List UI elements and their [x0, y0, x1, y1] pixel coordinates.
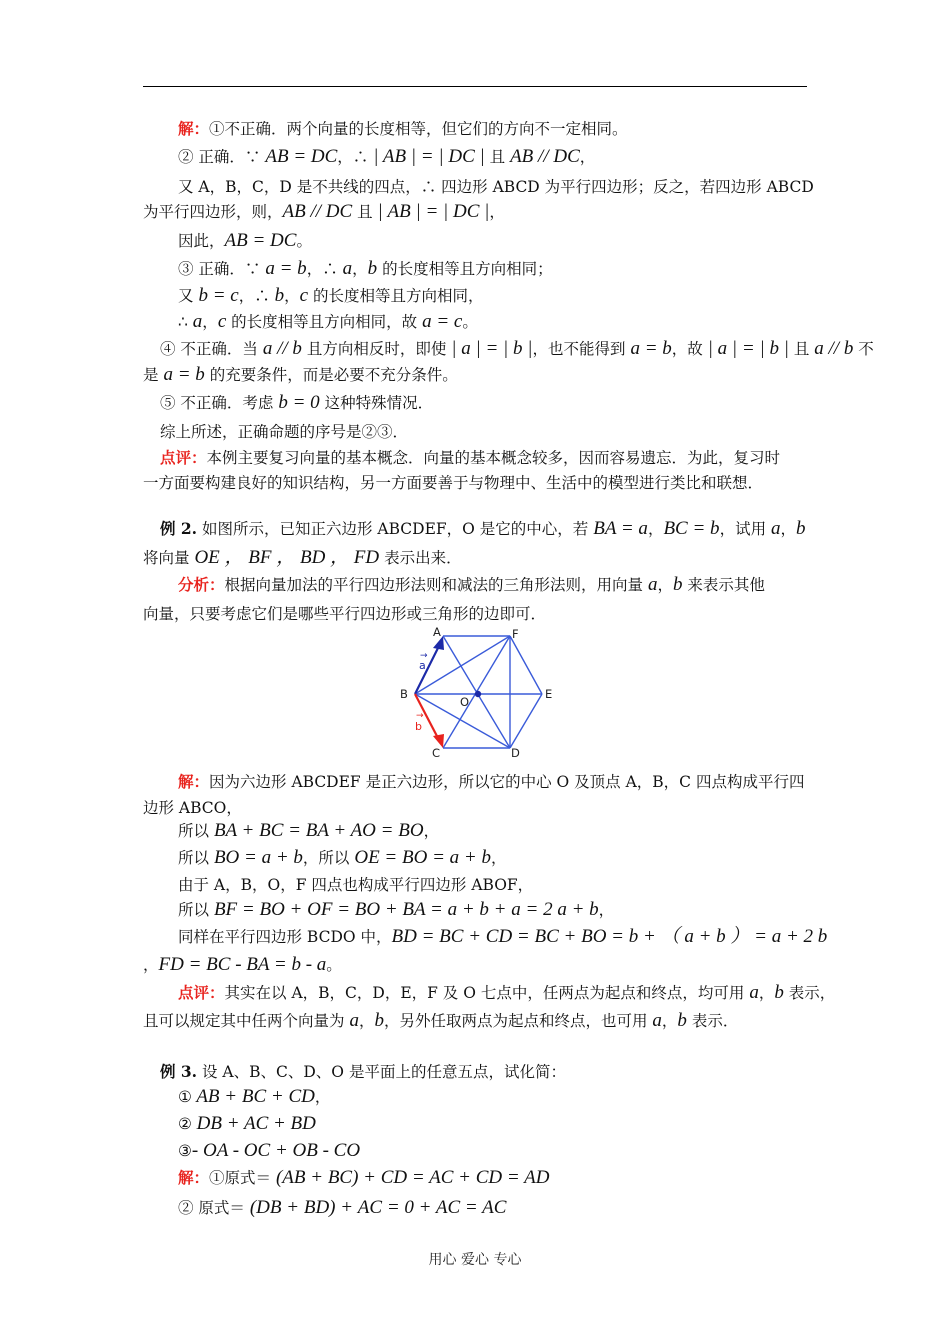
text: ，	[423, 822, 440, 840]
solution-label: 解：	[178, 119, 210, 138]
example-3-line	[160, 1061, 566, 1083]
text: ，	[647, 520, 664, 538]
math: a // b	[814, 338, 854, 359]
math: FD = BC - BA = b - a	[158, 954, 327, 975]
math: a	[192, 311, 203, 332]
hexagon-figure	[395, 626, 560, 763]
text: ，	[661, 1012, 678, 1030]
text: 且	[484, 148, 511, 166]
math: a	[647, 574, 658, 595]
text: ，	[202, 313, 218, 331]
math: c	[217, 311, 227, 332]
text: 且	[352, 203, 378, 221]
math: AB // DC	[510, 146, 580, 167]
text: 将向量	[143, 549, 195, 567]
text: ，故	[671, 340, 708, 358]
label-a: a	[419, 659, 426, 672]
math: b	[677, 1010, 687, 1031]
text: ，	[598, 901, 615, 919]
text: ，	[314, 1088, 331, 1106]
text: ④ 不正确．当	[160, 340, 263, 358]
math: BA + BC = BA + AO = BO	[213, 820, 424, 841]
solution-label: 解：	[178, 1168, 210, 1187]
text-line	[178, 176, 814, 198]
text: 来表示其他	[682, 576, 765, 594]
label-F: F	[512, 627, 519, 641]
statement-3-line	[178, 258, 553, 280]
header-rule	[143, 86, 807, 87]
edge-FE	[510, 636, 542, 694]
text: 所以	[178, 849, 214, 867]
label-b: b	[415, 720, 422, 733]
label-E: E	[545, 687, 553, 701]
text: 又 A，B，C，D 是不共线的四点，∴ 四边形 ABCD 为平行四边形；反之，若四边形 ABCD	[178, 178, 814, 196]
math: AB // DC	[282, 201, 353, 222]
math: BO = a + b	[213, 847, 303, 868]
statement-5-line	[160, 392, 433, 414]
text: ①	[178, 1088, 192, 1106]
text: ，	[489, 203, 505, 221]
math: AB = DC	[224, 230, 297, 251]
item-1-line	[178, 1086, 330, 1108]
text: 本例主要复习向量的基本概念．向量的基本概念较多，因而容易遗忘．为此，复习时	[206, 449, 781, 467]
math: b	[374, 1010, 384, 1031]
label-C: C	[432, 746, 441, 760]
text: ②	[178, 1115, 192, 1133]
text: 且方向相反时，即使	[301, 340, 452, 358]
text-line	[178, 874, 533, 896]
text: ，∴	[238, 287, 275, 305]
math: c	[299, 285, 309, 306]
text-line	[178, 311, 478, 333]
edge-ED	[510, 694, 542, 748]
text: 又	[178, 287, 199, 305]
text-line	[143, 954, 342, 976]
math: a // b	[262, 338, 302, 359]
text: ①不正确．两个向量的长度相等，但它们的方向不一定相同。	[209, 120, 628, 138]
comment-label: 点评：	[178, 983, 225, 1002]
text: 其实在以 A，B，C，D，E，F 及 O 七点中，任两点为起点和终点，均可用	[224, 984, 750, 1002]
math: - OA - OC + OB - CO	[191, 1140, 361, 1161]
text: 为平行四边形，则，	[143, 203, 283, 221]
solution-2-line	[178, 771, 804, 793]
summary-line	[160, 421, 408, 443]
statement-2-line	[178, 146, 595, 168]
text-line	[178, 926, 827, 948]
text: 是	[143, 366, 164, 384]
text: ，所以	[302, 849, 355, 867]
text: 表示出来．	[379, 549, 462, 567]
label-O: O	[460, 695, 470, 709]
text: ∴	[178, 313, 193, 331]
math: b = 0	[278, 392, 320, 413]
math: a = c	[422, 311, 463, 332]
solution-1-line	[178, 118, 628, 140]
math: a = b	[163, 364, 205, 385]
math: BF = BO + OF = BO + BA = a + b + a = 2 a + b	[213, 899, 599, 920]
text: ③ 正确．∵	[178, 260, 266, 278]
text: 根据向量加法的平行四边形法则和减法的三角形法则，用向量	[224, 576, 648, 594]
item-2-line	[178, 1113, 316, 1135]
item-3-line	[178, 1140, 360, 1162]
text: ，∴	[306, 260, 343, 278]
text: 由于 A，B，O，F 四点也构成平行四边形 ABOF，	[178, 876, 534, 894]
text: 。	[462, 313, 478, 331]
math: (AB + BC) + CD = AC + CD = AD	[275, 1167, 550, 1188]
text: 。	[326, 956, 342, 974]
text: 所以	[178, 822, 214, 840]
center-point	[475, 691, 481, 697]
text-line	[178, 847, 507, 869]
text: 且可以规定其中任两个向量为	[143, 1012, 350, 1030]
text: ，∴	[337, 148, 374, 166]
comment-label: 点评：	[160, 448, 207, 467]
math: (DB + BD) + AC = 0 + AC = AC	[249, 1197, 507, 1218]
solution-3-line	[178, 1167, 549, 1189]
text: ② 正确．∵	[178, 148, 266, 166]
math: | a | = | b |	[451, 338, 533, 359]
math: OE = BO = a + b	[354, 847, 491, 868]
page-footer: 用心 爱心 专心	[428, 1252, 522, 1268]
label-B: B	[400, 687, 408, 701]
text-line	[143, 472, 763, 494]
text: ，	[758, 984, 775, 1002]
text: 因为六边形 ABCDEF 是正六边形，所以它的中心 O 及顶点 A，B，C 四点构成平行四	[209, 773, 805, 791]
text: 表示，	[783, 984, 836, 1002]
math: | a | = | b |	[707, 338, 789, 359]
text-line	[178, 899, 614, 921]
text-line	[143, 1010, 738, 1032]
math: b	[796, 518, 806, 539]
label-b-arrow: →	[416, 711, 424, 721]
text: ，	[352, 260, 368, 278]
comment-line	[178, 982, 835, 1004]
math: | AB | = | DC |	[373, 146, 485, 167]
text-line	[178, 1197, 506, 1219]
solution-label: 解：	[178, 772, 210, 791]
text: 同样在平行四边形 BCDO 中，	[178, 928, 392, 946]
comment-line	[160, 447, 780, 469]
text: 的长度相等且方向相同；	[377, 260, 553, 278]
math: b	[367, 258, 378, 279]
text: 边形 ABCO，	[143, 799, 242, 817]
text: ，也不能得到	[532, 340, 631, 358]
text: ，	[358, 1012, 375, 1030]
text: ，	[579, 148, 596, 166]
label-A: A	[433, 626, 441, 639]
math: BC = b	[663, 518, 720, 539]
math: OE ， BF ， BD ， FD	[194, 547, 380, 568]
example-label: 例 2.	[160, 519, 198, 538]
text: ，另外任取两点为起点和终点，也可用	[383, 1012, 653, 1030]
text: 且	[788, 340, 815, 358]
text: 的长度相等且方向相同，	[308, 287, 484, 305]
math: DB + AC + BD	[191, 1113, 316, 1134]
text: ② 原式＝	[178, 1199, 250, 1217]
math: b	[672, 574, 683, 595]
math: a = b	[630, 338, 672, 359]
statement-4-line	[160, 338, 874, 360]
text: 的长度相等且方向相同，故	[226, 313, 423, 331]
text: 设 A、B、C、D、O 是平面上的任意五点，试化简：	[197, 1063, 566, 1081]
math: BD = BC + CD = BC + BO = b + （ a + b ） = a + 2 b	[391, 926, 828, 947]
text: 。	[296, 232, 312, 250]
text: ，	[780, 520, 797, 538]
math: b	[274, 285, 285, 306]
text: 表示．	[686, 1012, 739, 1030]
math: b	[774, 982, 784, 1003]
text: 一方面要构建良好的知识结构，另一方面要善于与物理中、生活中的模型进行类比和联想．	[143, 474, 764, 492]
text: 的充要条件，而是必要不充分条件。	[204, 366, 458, 384]
text: ，	[490, 849, 507, 867]
text: ，	[284, 287, 300, 305]
text: 所以	[178, 901, 214, 919]
text: ③	[178, 1142, 192, 1160]
text: 这种特殊情况．	[319, 394, 434, 412]
math: a	[771, 518, 781, 539]
text: ，	[657, 576, 673, 594]
example-label: 例 3.	[160, 1062, 198, 1081]
math: b = c	[198, 285, 239, 306]
text-line	[143, 201, 505, 223]
text: 向量，只要考虑它们是哪些平行四边形或三角形的边即可．	[143, 605, 547, 623]
text: ①原式＝	[209, 1169, 276, 1187]
math: a	[342, 258, 353, 279]
example-2-line	[160, 518, 806, 540]
analysis-line	[178, 574, 765, 596]
math: | AB | = | DC |	[377, 201, 490, 222]
text: ⑤ 不正确．考虑	[160, 394, 279, 412]
text: 不	[853, 340, 874, 358]
text-line	[143, 603, 546, 625]
text-line	[143, 797, 242, 819]
math: a	[652, 1010, 662, 1031]
math: a = b	[265, 258, 307, 279]
text-line	[143, 364, 458, 386]
math: a	[349, 1010, 359, 1031]
text-line	[143, 547, 462, 569]
math: a	[749, 982, 759, 1003]
text: 因此，	[178, 232, 225, 250]
math: BA = a	[593, 518, 648, 539]
text-line	[178, 230, 312, 252]
analysis-label: 分析：	[178, 575, 225, 594]
label-a-arrow: →	[420, 651, 428, 661]
math: AB + BC + CD	[191, 1086, 315, 1107]
text-line	[178, 285, 484, 307]
math: AB = DC	[265, 146, 338, 167]
text: 如图所示，已知正六边形 ABCDEF，O 是它的中心，若	[197, 520, 594, 538]
text-line	[178, 820, 439, 842]
text: ，试用	[719, 520, 771, 538]
text: 综上所述，正确命题的序号是②③．	[160, 423, 409, 441]
text: ，	[143, 956, 159, 974]
label-D: D	[511, 746, 520, 760]
